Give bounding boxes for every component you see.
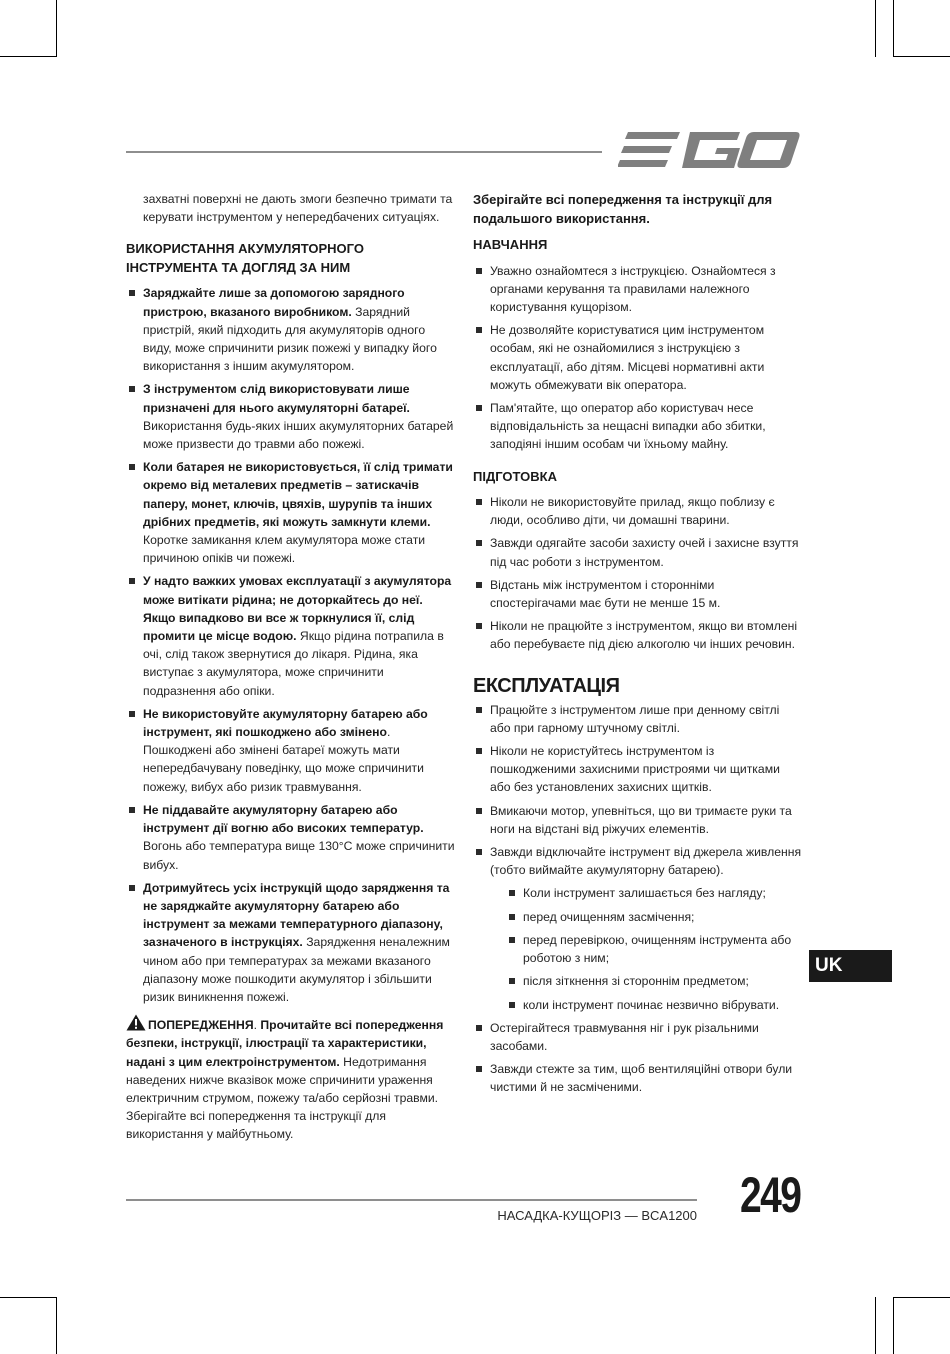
- square-bullet-icon: [509, 914, 515, 920]
- square-bullet-icon: [129, 386, 135, 392]
- list-item: Не піддавайте акумуляторну батарею або інструмент дії вогню або високих температур. Вогонь або температура вище 130°C може спричинити вибух.: [126, 801, 456, 874]
- square-bullet-icon: [129, 290, 135, 296]
- crop-mark: [56, 0, 57, 57]
- sub-list-item: перед перевіркою, очищенням інструмента або роботою з ним;: [506, 931, 803, 967]
- square-bullet-icon: [476, 748, 482, 754]
- square-bullet-icon: [509, 937, 515, 943]
- left-column: [126, 190, 456, 1144]
- sub-list-item: коли інструмент починає незвично вібрувати.: [506, 996, 803, 1014]
- sub-list-item: перед очищенням засмічення;: [506, 908, 803, 926]
- crop-mark: [0, 56, 57, 57]
- preparation-list: [473, 493, 803, 654]
- crop-mark: [893, 0, 894, 57]
- section-heading-battery: ВИКОРИСТАННЯ АКУМУЛЯТОРНОГО ІНСТРУМЕНТА ТА ДОГЛЯД ЗА НИМ: [126, 241, 364, 275]
- square-bullet-icon: [509, 890, 515, 896]
- save-instructions-note: Зберігайте всі попередження та інструкції для подальшого використання.: [473, 192, 773, 226]
- list-item: Ніколи не користуйтесь інструментом із пошкодженими захисними пристроями чи щитками або без установлених захисних щитків.: [473, 742, 803, 797]
- crop-mark: [893, 56, 950, 57]
- square-bullet-icon: [476, 405, 482, 411]
- operation-list: [473, 701, 803, 1097]
- list-item: Завжди стежте за тим, щоб вентиляційні отвори були чистими й не засміченими.: [473, 1060, 803, 1096]
- ego-logo: [618, 130, 800, 170]
- list-item: Ніколи не використовуйте прилад, якщо поблизу є люди, особливо діти, чи домашні тварини.: [473, 493, 803, 529]
- list-item: Дотримуйтесь усіх інструкцій щодо зарядження та не заряджайте акумуляторну батарею або інструмент за межами температурного діапазону, зазначеного в інструкціях. Зарядження неналежним чином або при температурах за межами вказаного діапазону може пошкодити акумулятор і збільшити ризик виникнення пожежі.: [126, 879, 456, 1006]
- square-bullet-icon: [476, 1066, 482, 1072]
- list-item: Не дозволяйте користуватися цим інструментом особам, які не ознайомилися з інструкцією з експлуатації, або дітям. Місцеві нормативні акти можуть обмежувати вік оператора.: [473, 321, 803, 394]
- square-bullet-icon: [509, 978, 515, 984]
- list-item: Відстань між інструментом і сторонніми спостерігачами має бути не менше 15 м.: [473, 576, 803, 612]
- list-item: Ніколи не працюйте з інструментом, якщо ви втомлені або перебуваєте під дією алкоголю чи інших речовин.: [473, 617, 803, 653]
- list-item: У надто важких умовах експлуатації з акумулятора може витікати рідина; не доторкайтесь до неї. Якщо випадково ви все ж торкнулися її, слід промити це місце водою. Якщо рідина потрапила в очі, слід також звернутися до лікаря. Рідина, яка виступає з акумулятора, може спричинити подразнення або опіки.: [126, 572, 456, 699]
- disconnect-sub-list: [506, 884, 803, 1013]
- training-list: [473, 262, 803, 454]
- list-item: Остерігайтеся травмування ніг і рук різальними засобами.: [473, 1019, 803, 1055]
- crop-mark: [893, 1297, 950, 1298]
- square-bullet-icon: [509, 1002, 515, 1008]
- crop-mark: [875, 0, 876, 57]
- sub-list-item: після зіткнення зі стороннім предметом;: [506, 972, 803, 990]
- list-item: Коли батарея не використовується, її слід тримати окремо від металевих предметів – затискачів паперу, монет, ключів, цвяхів, шурупів та інших дрібних предметів, які можуть замкнути клеми. Коротке замикання клем акумулятора може стати причиною опіків чи пожежі.: [126, 458, 456, 567]
- square-bullet-icon: [476, 499, 482, 505]
- list-item: З інструментом слід використовувати лише призначені для нього акумуляторні батареї. Використання будь-яких інших акумуляторних батарей може призвести до травми або пожежі.: [126, 380, 456, 453]
- language-tab: UK: [809, 950, 892, 982]
- list-item: Завжди одягайте засоби захисту очей і захисне взуття під час роботи з інструментом.: [473, 534, 803, 570]
- sub-list-item: Коли інструмент залишається без нагляду;: [506, 884, 803, 902]
- square-bullet-icon: [129, 807, 135, 813]
- page-number: 249: [739, 1167, 800, 1223]
- header-rule: [126, 151, 602, 153]
- square-bullet-icon: [476, 327, 482, 333]
- warning-triangle-icon: [126, 1014, 146, 1031]
- square-bullet-icon: [476, 1025, 482, 1031]
- square-bullet-icon: [129, 464, 135, 470]
- crop-mark: [56, 1297, 57, 1354]
- warning-paragraph: ПОПЕРЕДЖЕННЯ. Прочитайте всі попередження безпеки, інструкції, ілюстрації та характеристики, надані з цим електроінструментом. Недотримання наведених нижче вказівок може спричинити ураження електричним струмом, пожежу та/або серйозні травми. Зберігайте всі попередження та інструкції для використання у майбутньому.: [126, 1014, 456, 1143]
- square-bullet-icon: [476, 849, 482, 855]
- square-bullet-icon: [476, 623, 482, 629]
- square-bullet-icon: [476, 540, 482, 546]
- square-bullet-icon: [476, 808, 482, 814]
- list-item: Працюйте з інструментом лише при денному світлі або при гарному штучному світлі.: [473, 701, 803, 737]
- footer-product-title: НАСАДКА-КУЩОРІЗ — BCA1200: [497, 1208, 697, 1223]
- warning-label: ПОПЕРЕДЖЕННЯ: [148, 1018, 254, 1033]
- crop-mark: [875, 1297, 876, 1354]
- footer-rule: [126, 1199, 697, 1201]
- list-item: Не використовуйте акумуляторну батарею або інструмент, які пошкоджено або змінено. Пошкоджені або змінені батареї можуть мати непередбачувану поведінку, що може спричинити пожежу, вибух або ризик травмування.: [126, 705, 456, 796]
- crop-mark: [0, 1297, 57, 1298]
- right-column: [473, 190, 803, 1102]
- battery-safety-list: [126, 284, 456, 1006]
- list-item: Заряджайте лише за допомогою зарядного пристрою, вказаного виробником. Зарядний пристрій, який підходить для акумуляторів одного виду, може спричинити ризик пожежі у випадку його використання з іншим акумулятором.: [126, 284, 456, 375]
- square-bullet-icon: [476, 707, 482, 713]
- list-item: Вмикаючи мотор, упевніться, що ви тримаєте руки та ноги на відстані від ріжучих елементів.: [473, 802, 803, 838]
- square-bullet-icon: [476, 582, 482, 588]
- square-bullet-icon: [129, 885, 135, 891]
- crop-mark: [893, 1297, 894, 1354]
- section-heading-training: НАВЧАННЯ: [473, 237, 548, 252]
- square-bullet-icon: [129, 711, 135, 717]
- list-item: Завжди відключайте інструмент від джерела живлення (тобто виймайте акумуляторну батарею). Коли інструмент залишається без нагляду; перед очищенням засмічення; перед перевіркою, очищенням інструмента або роботою з ним; після зіткнення зі стороннім предметом; коли інструмент починає незвично вібрувати.: [473, 843, 803, 1014]
- square-bullet-icon: [476, 268, 482, 274]
- list-item: Пам'ятайте, що оператор або користувач несе відповідальність за нещасні випадки або збитки, заподіяні іншим особам чи їхньому майну.: [473, 399, 803, 454]
- section-heading-preparation: ПІДГОТОВКА: [473, 468, 557, 484]
- square-bullet-icon: [129, 578, 135, 584]
- section-heading-operation: ЕКСПЛУАТАЦІЯ: [473, 674, 620, 697]
- intro-paragraph: захватні поверхні не дають змоги безпечно тримати та керувати інструментом у непередбачених ситуаціях.: [143, 192, 453, 225]
- list-item: Уважно ознайомтеся з інструкцією. Ознайомтеся з органами керування та правилами належного користування кущорізом.: [473, 262, 803, 317]
